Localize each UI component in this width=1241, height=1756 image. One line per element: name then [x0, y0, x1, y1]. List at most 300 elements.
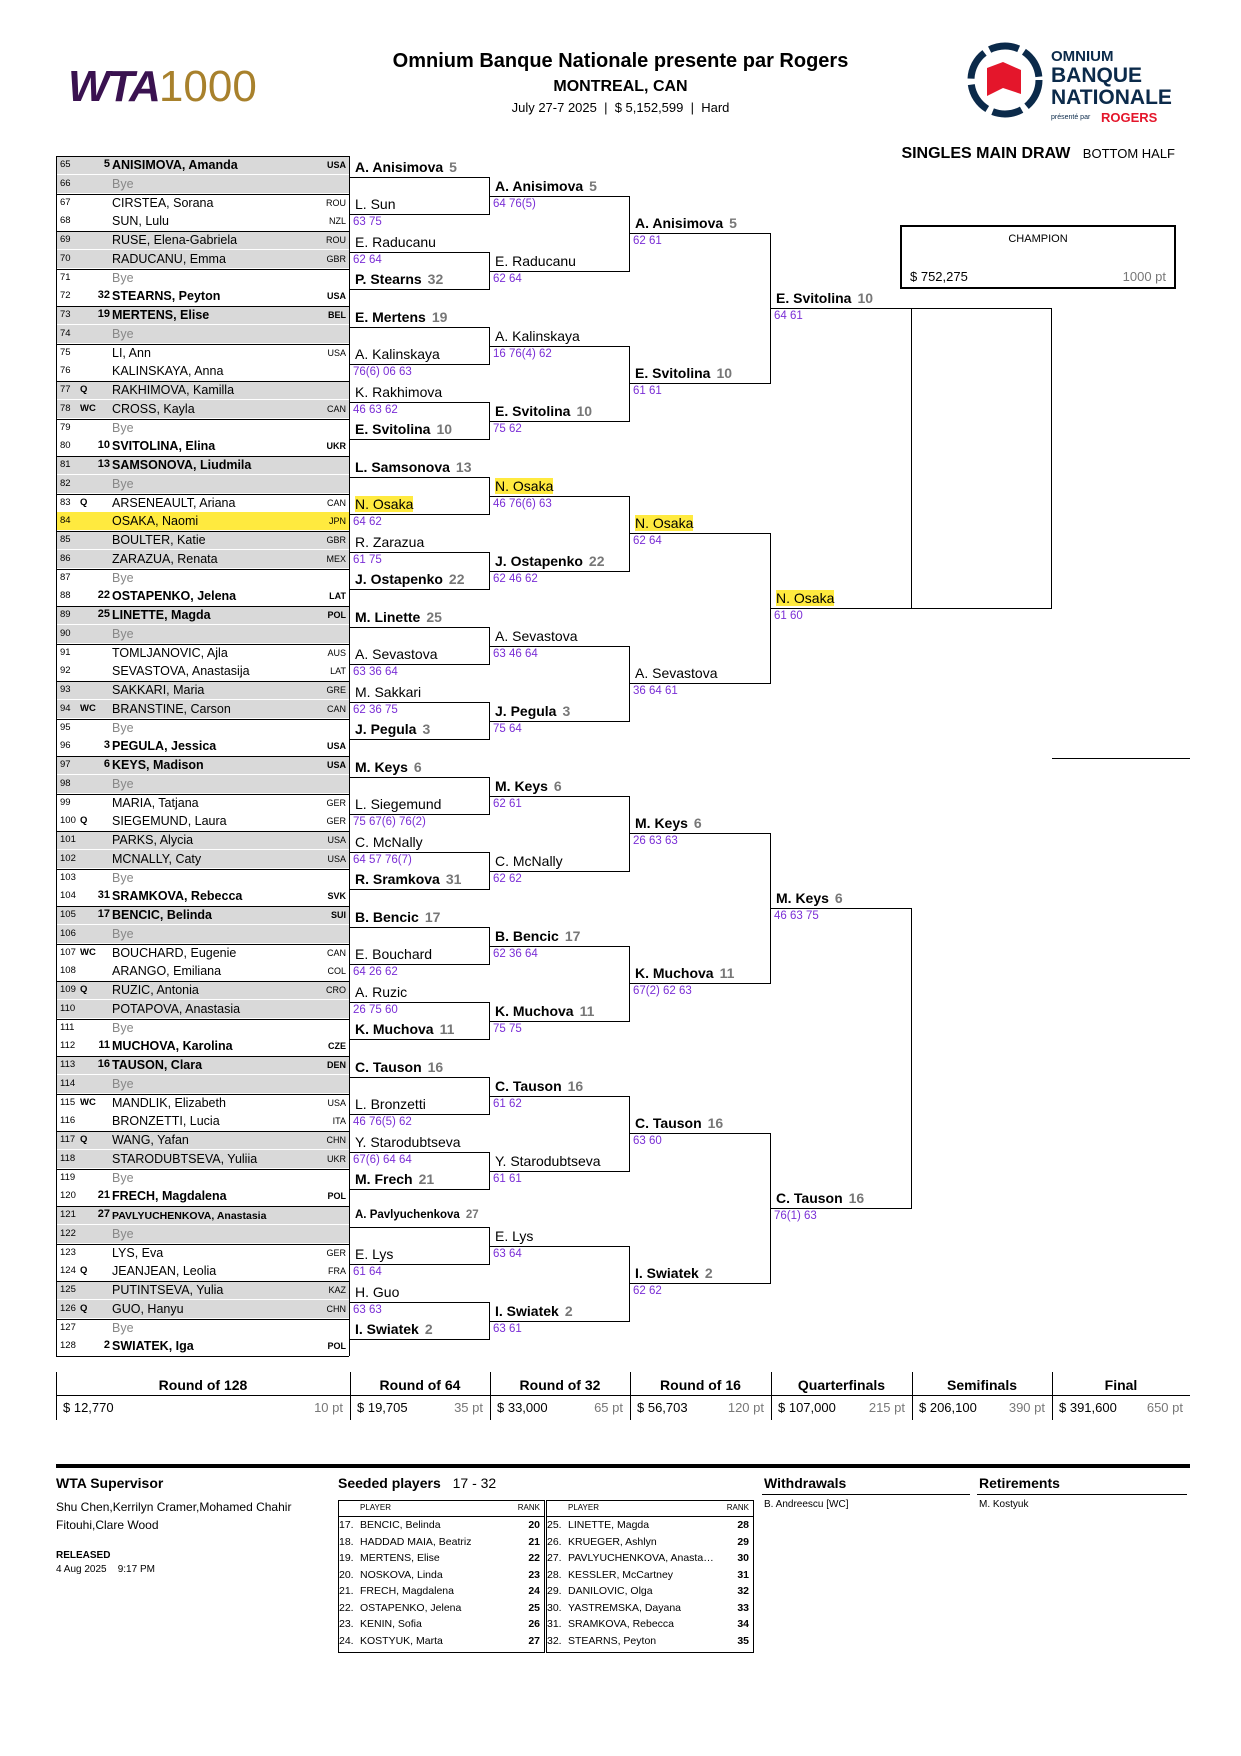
seed-rank: 26: [528, 1618, 540, 1630]
draw-position: 102: [60, 852, 76, 864]
draw-row-r128: [56, 962, 349, 980]
nationality: GER: [326, 1247, 346, 1258]
withdrawals-rule: [762, 1494, 970, 1495]
player-name: Y. Starodubtseva: [495, 1152, 601, 1169]
player-name: PAVLYUCHENKOVA, Anastasia: [112, 1210, 267, 1222]
draw-row-r128: [56, 569, 349, 587]
seed-rank: 27: [528, 1634, 540, 1647]
draw-position: 89: [60, 609, 71, 620]
draw-player-r1: [355, 984, 407, 1000]
supervisor-title: WTA Supervisor: [56, 1475, 164, 1491]
draw-position: 95: [60, 721, 71, 733]
player-name: CIRSTEA, Sorana: [112, 195, 214, 210]
player-name: KEYS, Madison: [112, 758, 204, 772]
sponsor-presented: présenté par: [1051, 114, 1091, 121]
seed-no: 26.: [547, 1535, 562, 1548]
match-score: 62 36 64: [493, 947, 538, 960]
bracket-line: [350, 1189, 490, 1190]
supervisor-names-2: Fitouhi,Clare Wood: [56, 1518, 159, 1532]
seed-name: MERTENS, Elise: [360, 1552, 440, 1564]
seed-number: 3: [103, 739, 110, 752]
draw-player-r4: [776, 590, 834, 606]
player-name: J. Pegula: [355, 721, 417, 738]
bracket-line: [350, 702, 490, 703]
bracket-line: [56, 906, 349, 907]
player-name: M. Keys: [635, 815, 688, 831]
champion-prize: $ 752,275: [910, 269, 968, 284]
seed-rank: 29: [737, 1535, 749, 1548]
bracket-line: [350, 964, 490, 965]
bracket-line: [630, 983, 771, 984]
bye-label: Bye: [112, 420, 134, 435]
sponsor-line3: NATIONALE: [1051, 86, 1172, 109]
champion-box: [900, 225, 1176, 289]
seed-rank: 20: [528, 1519, 540, 1531]
bracket-line: [630, 1133, 771, 1134]
bracket-line: [56, 794, 349, 795]
draw-position: 110: [60, 1002, 76, 1014]
player-name: L. Bronzetti: [355, 1096, 426, 1113]
player-name: BRANSTINE, Carson: [112, 701, 231, 716]
draw-row-r128: [56, 381, 349, 399]
player-name: M. Keys: [495, 777, 548, 794]
bracket-line: [56, 456, 349, 457]
draw-player-r2: [495, 853, 563, 869]
tournament-info: July 27-7 2025 | $ 5,152,599 | Hard: [511, 100, 730, 115]
bracket-line: [630, 683, 771, 684]
player-name: A. Anisimova: [355, 158, 444, 175]
seed-rank: 31: [737, 1568, 749, 1581]
draw-position: 128: [60, 1340, 76, 1352]
nationality: USA: [326, 160, 346, 170]
draw-row-r128: [56, 1000, 349, 1018]
draw-player-r1: [355, 1134, 461, 1150]
seed-number: 10: [857, 290, 874, 306]
player-name: STEARNS, Peyton: [112, 289, 221, 304]
match-score: 63 61: [493, 1322, 522, 1335]
seed-number: 22: [448, 571, 465, 588]
match-score: 64 57 76(7): [353, 853, 412, 866]
seeded-title: Seeded players 17 - 32: [338, 1475, 497, 1491]
bracket-line: [56, 419, 349, 420]
bracket-line: [350, 514, 490, 515]
player-name: SAKKARI, Maria: [112, 683, 205, 697]
seed-number: 22: [588, 552, 605, 569]
draw-position: 112: [60, 1040, 76, 1052]
nationality: POL: [327, 1341, 346, 1352]
bracket-line: [350, 664, 490, 665]
draw-position: 111: [60, 1021, 75, 1033]
round-prize: $ 12,770: [63, 1400, 114, 1415]
draw-position: 113: [60, 1059, 76, 1070]
draw-position: 72: [60, 290, 71, 302]
bracket-line: [56, 869, 349, 870]
bracket-line: [56, 1356, 349, 1357]
nationality: CHN: [326, 1303, 346, 1314]
nationality: MEX: [326, 553, 346, 564]
bracket-line: [56, 719, 349, 720]
match-score: 46 76(5) 62: [353, 1116, 412, 1129]
retirements-rule: [977, 1494, 1187, 1495]
bracket-line: [56, 1169, 349, 1170]
draw-position: 119: [60, 1171, 76, 1183]
nationality: UKR: [326, 1153, 346, 1164]
nationality: DEN: [326, 1060, 346, 1070]
player-name: M. Keys: [776, 890, 829, 906]
seed-number: 5: [449, 158, 457, 175]
bracket-line: [350, 402, 490, 403]
draw-position: 126: [60, 1302, 76, 1314]
seed-name: KOSTYUK, Marta: [360, 1634, 443, 1647]
nationality: GER: [326, 797, 346, 808]
draw-player-r1: [355, 1096, 426, 1112]
released-date: 4 Aug 2025 9:17 PM: [56, 1564, 155, 1575]
draw-row-r128: [56, 831, 349, 849]
seed-number: 22: [97, 589, 110, 602]
draw-player-r1: [355, 384, 442, 400]
bracket-line: [350, 289, 490, 290]
draw-row-r128: [56, 194, 349, 212]
draw-row-r128: [56, 625, 349, 643]
player-name: LYS, Eva: [112, 1245, 164, 1260]
draw-row-r128: [56, 1187, 349, 1205]
bracket-line: [350, 777, 490, 778]
draw-player-r2: [495, 778, 562, 794]
draw-position: 103: [60, 871, 76, 883]
seed-name: PAVLYUCHENKOVA, Anasta…: [568, 1552, 714, 1564]
seed-no: 17.: [339, 1519, 354, 1531]
seed-number: 19: [97, 308, 110, 320]
tournament-location: MONTREAL, CAN: [553, 78, 688, 95]
seed-rank: 24: [528, 1585, 540, 1597]
match-score: 63 60: [633, 1135, 662, 1147]
player-name: B. Bencic: [355, 908, 419, 925]
seed-col-player: PLAYER: [360, 1503, 391, 1512]
retirements-list: M. Kostyuk: [979, 1499, 1029, 1510]
bracket-line: [350, 927, 490, 928]
nationality: CHN: [326, 1135, 346, 1145]
match-score: 46 63 62: [353, 403, 398, 416]
nationality: USA: [327, 1097, 346, 1108]
draw-position: 98: [60, 777, 71, 789]
seed-table-border: [546, 1500, 753, 1501]
bracket-line: [349, 156, 350, 1356]
draw-player-r2: [495, 1228, 533, 1244]
bracket-line: [56, 1244, 349, 1245]
draw-row-r128: [56, 1037, 349, 1055]
draw-row-r128: [56, 587, 349, 605]
seed-number: 5: [103, 158, 110, 170]
player-name: A. Pavlyuchenkova: [355, 1208, 460, 1221]
draw-row-r128: [56, 212, 349, 230]
bracket-line: [350, 252, 490, 253]
bracket-line: [490, 721, 630, 722]
draw-position: 118: [60, 1152, 76, 1164]
player-name: ANISIMOVA, Amanda: [112, 158, 238, 172]
bracket-line: [56, 981, 349, 982]
nationality: GBR: [326, 253, 346, 264]
player-name: MANDLIK, Elizabeth: [112, 1095, 226, 1110]
draw-position: 108: [60, 965, 76, 977]
bracket-line: [1051, 308, 1052, 609]
nationality: USA: [327, 835, 346, 845]
nationality: FRA: [328, 1266, 346, 1277]
bracket-line: [350, 1152, 490, 1153]
round-prize: $ 19,705: [357, 1400, 408, 1415]
draw-position: 77: [60, 384, 71, 395]
draw-player-r1: [355, 1246, 393, 1262]
player-name: E. Lys: [355, 1246, 394, 1263]
player-name: B. Bencic: [495, 927, 559, 944]
bracket-line: [350, 1039, 490, 1040]
draw-player-r1: [355, 796, 441, 812]
player-name: I. Swiatek: [355, 1321, 419, 1338]
draw-player-r2: [495, 178, 597, 194]
bye-label: Bye: [112, 1020, 134, 1035]
seed-name: YASTREMSKA, Dayana: [568, 1601, 682, 1614]
draw-player-r1: [355, 1059, 443, 1075]
player-name: I. Swiatek: [495, 1302, 559, 1319]
draw-player-r2: [495, 328, 580, 344]
draw-position: 94: [60, 702, 71, 714]
player-name: A. Kalinskaya: [495, 327, 580, 344]
bracket-line: [56, 531, 349, 532]
draw-position: 123: [60, 1246, 76, 1258]
seed-number: 11: [579, 1002, 595, 1019]
draw-row-r128: [56, 250, 349, 268]
draw-position: 79: [60, 421, 71, 433]
player-name: C. Tauson: [495, 1077, 562, 1094]
player-name: RUSE, Elena-Gabriela: [112, 233, 238, 247]
draw-row-r128: [56, 1337, 349, 1355]
player-name: N. Osaka: [495, 477, 554, 494]
nationality: CAN: [326, 947, 346, 958]
player-name: Y. Starodubtseva: [355, 1133, 461, 1150]
draw-row-r128: [56, 475, 349, 493]
bracket-line: [630, 233, 771, 234]
player-name: BOULTER, Katie: [112, 533, 206, 547]
match-score: 75 67(6) 76(2): [353, 816, 426, 829]
seed-number: 11: [98, 1039, 110, 1052]
player-name: E. Raducanu: [355, 233, 436, 250]
nationality: POL: [327, 610, 346, 620]
draw-row-r128: [56, 1319, 349, 1337]
draw-player-r2: [495, 703, 570, 719]
draw-player-r3: [635, 665, 718, 681]
seed-name: SRAMKOVA, Rebecca: [568, 1618, 675, 1630]
seed-number: 13: [455, 458, 472, 475]
round-points: 120 pt: [727, 1400, 764, 1415]
bracket-line: [56, 1094, 349, 1095]
sponsor-rogers: ROGERS: [1101, 110, 1158, 125]
draw-row-r128: [56, 1112, 349, 1130]
seed-rank: 30: [737, 1552, 749, 1564]
seed-no: 19.: [339, 1552, 354, 1564]
draw-player-r1: [355, 196, 395, 212]
draw-row-r128: [56, 325, 349, 343]
nationality: USA: [326, 741, 346, 752]
bracket-line: [350, 739, 490, 740]
bracket-line: [350, 177, 490, 178]
player-name: K. Muchova: [635, 965, 714, 981]
draw-row-r128: [56, 606, 349, 624]
seed-table-border: [338, 1516, 544, 1517]
bracket-line: [350, 1339, 490, 1340]
seed-rank: 25: [528, 1601, 540, 1614]
player-name: BENCIC, Belinda: [112, 908, 213, 922]
draw-position: 116: [60, 1115, 76, 1127]
draw-player-r1: [355, 496, 413, 512]
player-name: A. Anisimova: [635, 215, 724, 231]
match-score: 62 46 62: [493, 572, 538, 585]
seed-number: 21: [97, 1189, 110, 1202]
bye-label: Bye: [112, 1170, 134, 1185]
entry-type: Q: [80, 1134, 88, 1145]
player-name: SUN, Lulu: [112, 214, 169, 229]
round-label: Round of 16: [660, 1377, 741, 1393]
bracket-line: [490, 196, 630, 197]
draw-player-r1: [355, 646, 438, 662]
wta1000-logo: WTA1000: [68, 62, 257, 111]
seed-number: 16: [707, 1115, 724, 1131]
nationality: GRE: [326, 685, 346, 695]
draw-player-r1: [355, 759, 422, 775]
bye-label: Bye: [112, 1320, 134, 1335]
player-name: A. Anisimova: [495, 177, 584, 194]
player-name: E. Lys: [495, 1227, 534, 1244]
draw-position: 88: [60, 590, 71, 602]
draw-position: 84: [60, 515, 71, 527]
withdrawals-title: Withdrawals: [764, 1475, 847, 1491]
draw-player-r1: [355, 571, 465, 587]
entry-type: WC: [80, 1096, 96, 1108]
bracket-line: [771, 608, 912, 609]
draw-position: 122: [60, 1227, 76, 1239]
match-score: 62 62: [493, 872, 522, 885]
draw-player-r2: [495, 403, 592, 419]
nationality: AUS: [327, 647, 346, 658]
player-name: M. Frech: [355, 1171, 413, 1188]
bracket-line: [56, 1019, 349, 1020]
draw-player-r2: [495, 928, 580, 944]
player-name: RAKHIMOVA, Kamilla: [112, 383, 235, 397]
draw-row-r128: [56, 700, 349, 718]
bracket-line: [490, 1246, 630, 1247]
seed-number: 16: [848, 1190, 865, 1206]
player-name: K. Rakhimova: [355, 383, 443, 400]
round-row-rule: [56, 1395, 1190, 1396]
bye-label: Bye: [112, 870, 134, 885]
player-name: M. Keys: [355, 758, 408, 775]
round-label: Quarterfinals: [797, 1377, 886, 1393]
seed-number: 11: [719, 965, 735, 981]
bracket-line: [490, 1171, 630, 1172]
player-name: K. Muchova: [355, 1021, 434, 1038]
draw-row-r128: [56, 456, 349, 474]
draw-player-r1: [355, 684, 421, 700]
player-name: ARANGO, Emiliana: [112, 964, 222, 979]
seed-name: KENIN, Sofia: [360, 1618, 422, 1630]
match-score: 75 62: [493, 422, 522, 435]
draw-player-r1: [355, 871, 461, 887]
player-name: N. Osaka: [355, 496, 414, 513]
draw-row-r128: [56, 812, 349, 830]
seed-number: 17: [424, 908, 441, 925]
draw-player-r1: [355, 909, 440, 925]
bracket-line: [350, 1264, 490, 1265]
round-prize: $ 33,000: [497, 1400, 548, 1415]
draw-position: 107: [60, 946, 76, 958]
draw-row-r128: [56, 512, 349, 530]
round-points: 35 pt: [454, 1400, 483, 1415]
player-name: E. Svitolina: [776, 290, 852, 306]
match-score: 62 64: [493, 272, 522, 285]
match-score: 63 46 64: [493, 647, 538, 660]
draw-position: 117: [60, 1134, 76, 1145]
nationality: USA: [326, 760, 346, 770]
seed-table-border: [753, 1500, 754, 1652]
bracket-line: [56, 306, 349, 307]
retirements-title: Retirements: [979, 1475, 1060, 1491]
draw-row-r128: [56, 1300, 349, 1318]
entry-type: WC: [80, 402, 96, 414]
draw-player-r4: [776, 890, 843, 906]
nationality: UKR: [326, 441, 346, 452]
bracket-line: [56, 1206, 349, 1207]
seed-number: 32: [427, 271, 444, 288]
seed-number: 25: [426, 608, 442, 625]
draw-player-r3: [635, 515, 693, 531]
player-name: POTAPOVA, Anastasia: [112, 1001, 241, 1016]
seed-name: DANILOVIC, Olga: [568, 1585, 653, 1597]
seed-no: 18.: [339, 1535, 354, 1548]
nationality: BEL: [328, 310, 346, 320]
bracket-line: [56, 1319, 349, 1320]
bracket-line: [350, 439, 490, 440]
draw-row-r128: [56, 1075, 349, 1093]
tournament-title: Omnium Banque Nationale presente par Rogers: [392, 50, 849, 72]
draw-position: 74: [60, 327, 71, 339]
entry-type: WC: [80, 702, 96, 714]
draw-player-r1: [355, 609, 442, 625]
player-name: MERTENS, Elise: [112, 308, 210, 322]
bracket-line: [56, 644, 349, 645]
draw-position: 115: [60, 1096, 76, 1108]
draw-row-r128: [56, 775, 349, 793]
draw-row-r128: [56, 550, 349, 568]
match-score: 64 62: [353, 516, 382, 529]
player-name: PUTINTSEVA, Yulia: [112, 1283, 224, 1297]
nationality: ROU: [326, 197, 346, 208]
entry-type: Q: [80, 496, 88, 508]
bracket-line: [490, 871, 630, 872]
bye-label: Bye: [112, 270, 134, 285]
match-score: 62 61: [493, 797, 522, 810]
player-name: SWIATEK, Iga: [112, 1339, 194, 1354]
draw-row-r128: [56, 1225, 349, 1243]
bracket-line: [56, 381, 349, 382]
player-name: C. Tauson: [776, 1190, 843, 1206]
match-score: 61 61: [493, 1172, 522, 1185]
seed-no: 31.: [547, 1618, 562, 1630]
player-name: M. Linette: [355, 608, 421, 625]
seed-number: 5: [729, 215, 737, 231]
round-points: 65 pt: [594, 1400, 623, 1415]
player-name: RADUCANU, Emma: [112, 251, 226, 266]
draw-row-r128: [56, 1131, 349, 1149]
bracket-line: [56, 344, 349, 345]
nationality: LAT: [330, 666, 346, 677]
